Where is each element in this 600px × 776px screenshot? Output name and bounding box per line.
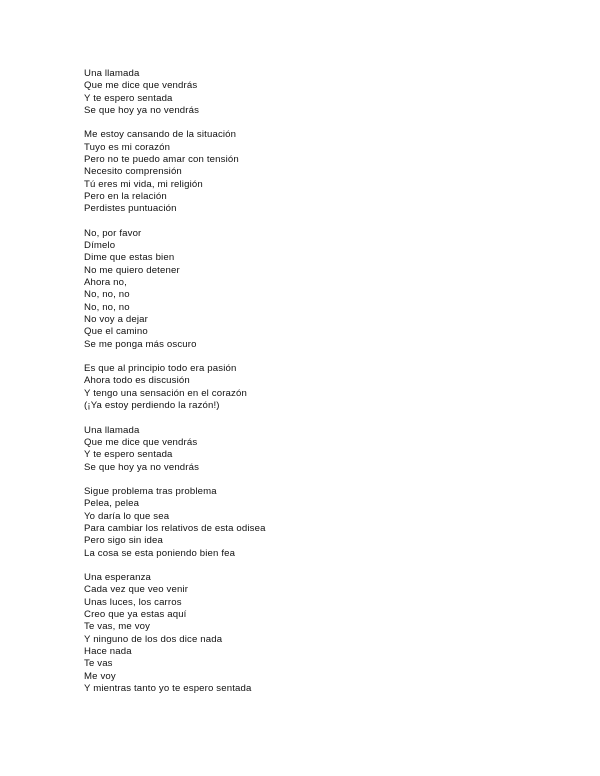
lyric-line: Te vas [84,658,113,670]
lyric-line: No me quiero detener [84,264,180,276]
lyric-line: No, no, no [84,289,130,301]
lyric-line: (¡Ya estoy perdiendo la razón!) [84,400,220,412]
lyric-line: Te vas, me voy [84,621,151,633]
lyric-line: Que me dice que vendrás [84,80,198,92]
lyric-line: Una llamada [84,68,140,79]
lyric-line: Me voy [84,670,116,682]
lyric-line: Se que hoy ya no vendrás [84,461,200,473]
stanza-7 [84,572,564,695]
lyric-line: Tuyo es mi corazón [84,141,171,153]
lyric-line: Que me dice que vendrás [84,436,198,448]
lyric-line: Me estoy cansando de la situación [84,129,237,141]
lyric-line: Y tengo una sensación en el corazón [84,387,247,399]
lyric-line: Tú eres mi vida, mi religión [84,178,203,190]
lyrics-body [84,68,564,707]
lyric-line: Pelea, pelea [84,498,140,510]
lyric-line: Pero en la relación [84,190,167,202]
lyric-line: No, por favor [84,227,142,239]
stanza-2 [84,129,564,215]
lyric-line: No, no, no [84,301,130,313]
lyric-line: Pero sigo sin idea [84,535,163,547]
lyric-line: Cada vez que veo venir [84,584,189,596]
lyric-line: Necesito comprensión [84,166,182,178]
lyric-line: Una esperanza [84,572,152,584]
stanza-4 [84,363,564,412]
stanza-6 [84,486,564,560]
stanza-3 [84,228,564,351]
lyric-line: Ahora todo es discusión [84,375,190,387]
lyric-line: Ahora no, [84,277,127,289]
lyric-line: Perdistes puntuación [84,203,177,215]
lyric-line: Una llamada [84,424,140,436]
lyric-line: Yo daría lo que sea [84,510,170,522]
lyric-line: Sigue problema tras problema [84,486,217,498]
lyric-line: Y te espero sentada [84,449,173,461]
lyric-line: Se me ponga más oscuro [84,338,197,350]
lyric-line: La cosa se esta poniendo bien fea [84,547,236,559]
stanza-1 [84,68,564,117]
lyric-line: Pero no te puedo amar con tensión [84,154,239,166]
lyric-line: Creo que ya estas aquí [84,609,187,621]
lyric-line: No voy a dejar [84,313,148,325]
lyric-line: Hace nada [84,645,132,657]
lyric-line: Y te espero sentada [84,92,173,104]
lyric-line: Dímelo [84,240,116,252]
lyric-line: Para cambiar los relativos de esta odisea [84,522,266,534]
lyric-line: Es que al principio todo era pasión [84,363,237,375]
lyric-line: Que el camino [84,326,148,338]
lyric-line: Se que hoy ya no vendrás [84,104,200,116]
lyric-line: Y ninguno de los dos dice nada [84,633,223,645]
stanza-5 [84,425,564,474]
lyric-line: Y mientras tanto yo te espero sentada [84,682,252,694]
lyric-line: Dime que estas bien [84,252,175,264]
lyric-line: Unas luces, los carros [84,596,182,608]
